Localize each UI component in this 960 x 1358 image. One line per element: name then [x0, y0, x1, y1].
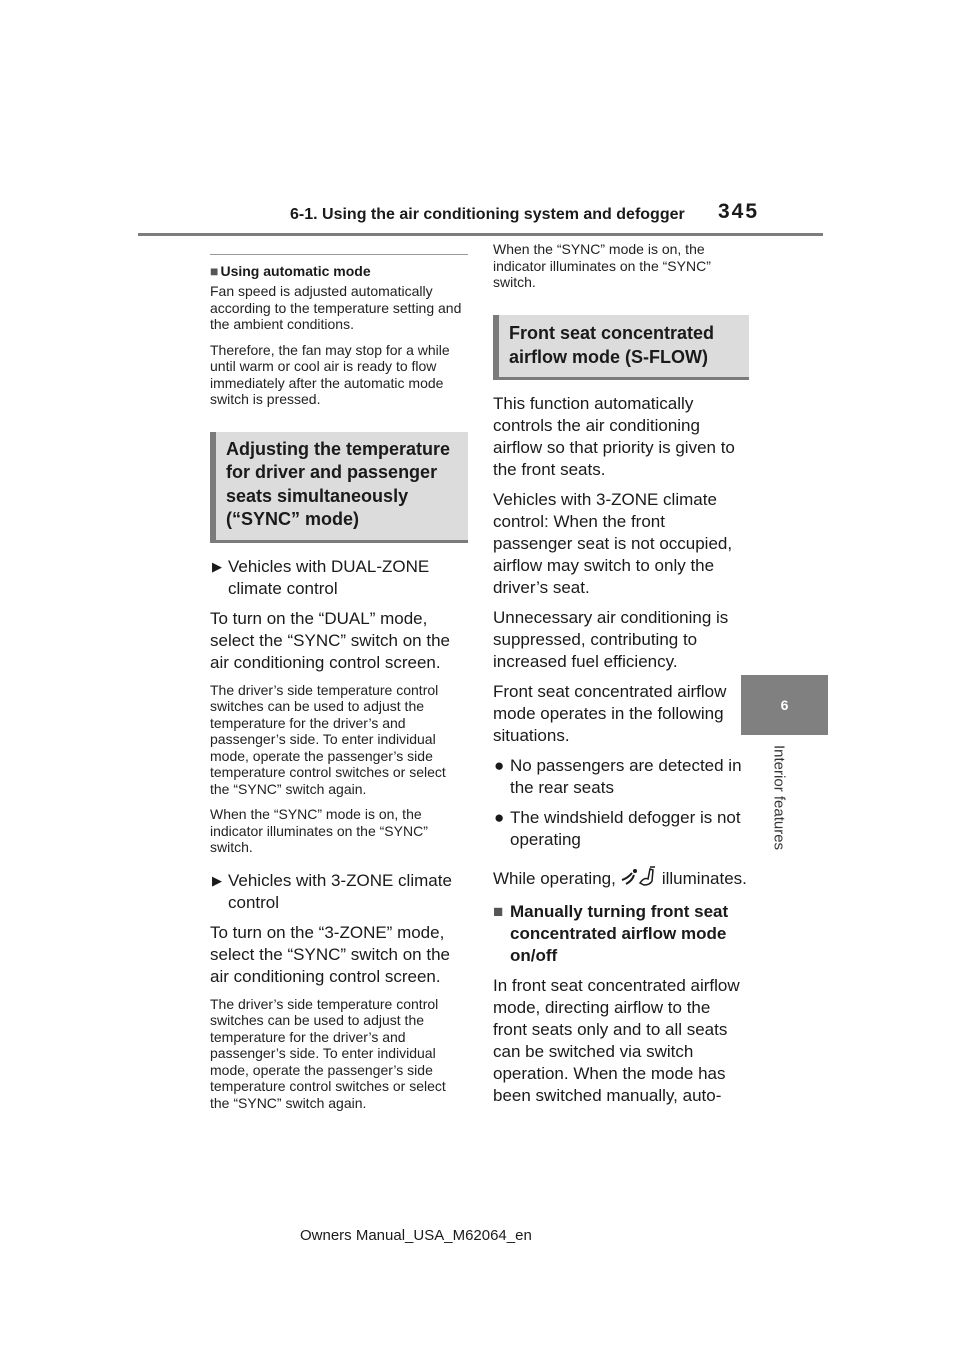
manual-toggle-paragraph: In front seat concentrated airflow mode, directing airflow to the front seats only and to all seats can be switched via switch operation. When the mode has been switched manually, auto-: [493, 975, 740, 1105]
document-id: Owners Manual_USA_M62064_en: [300, 1227, 532, 1244]
operating-indicator-paragraph: While operating, illuminates.: [493, 865, 749, 893]
chapter-label: Interior features: [770, 745, 788, 851]
dual-zone-paragraph-2: The driver’s side temperature control switches can be used to adjust the temperature for the driver’s and passenger’s side. To enter individual mode, operate the passenger’s side temperature control switches or select the “SYNC” switch again.: [210, 681, 446, 797]
auto-mode-paragraph-2: Therefore, the fan may stop for a while until warm or cool air is ready to flow immediately after the automatic mode switch is pressed.: [210, 341, 450, 407]
section-title: 6-1. Using the air conditioning system and defogger: [290, 206, 685, 223]
list-item: ● The windshield defogger is not operating: [494, 807, 741, 849]
s-flow-section-heading: Front seat concentrated airflow mode (S-FLOW): [493, 315, 749, 380]
auto-mode-paragraph-1: Fan speed is adjusted automatically according to the temperature setting and the ambient conditions.: [210, 283, 462, 332]
three-zone-paragraph-1: To turn on the “3-ZONE” mode, select the “SYNC” switch on the air conditioning control screen.: [210, 922, 450, 986]
manual-toggle-heading: ■ Manually turning front seat concentrated airflow mode on/off: [493, 901, 729, 965]
bullet-icon: ●: [494, 807, 505, 827]
auto-mode-heading: ■ Using automatic mode: [210, 263, 371, 279]
dual-zone-paragraph-3: When the “SYNC” mode is on, the indicator illuminates on the “SYNC” switch.: [210, 806, 428, 855]
chapter-number: 6: [780, 697, 789, 713]
right-column: [493, 241, 749, 1115]
s-flow-paragraph-4: Front seat concentrated airflow mode operates in the following situations.: [493, 681, 727, 745]
three-zone-paragraph-2: The driver’s side temperature control switches can be used to adjust the temperature for the driver’s and passenger’s side. To enter individual mode, operate the passenger’s side temperature control switches or select the “SYNC” switch again.: [210, 995, 446, 1111]
square-bullet-icon: ■: [493, 901, 504, 921]
sync-note: When the “SYNC” mode is on, the indicator illuminates on the “SYNC” switch.: [493, 241, 711, 290]
chapter-tab: [741, 675, 828, 735]
header-divider: [138, 233, 823, 236]
sync-mode-section-heading: Adjusting the temperature for driver and passenger seats simultaneously (“SYNC” mode): [210, 432, 468, 543]
s-flow-paragraph-3: Unnecessary air conditioning is suppressed, contributing to increased fuel efficiency.: [493, 607, 729, 671]
square-bullet-icon: ■: [210, 263, 219, 279]
s-flow-paragraph-2: Vehicles with 3-ZONE climate control: When the front passenger seat is not occupied, airflow may switch to only the driver’s seat.: [493, 489, 733, 597]
dual-zone-paragraph-1: To turn on the “DUAL” mode, select the “SYNC” switch on the air conditioning control screen.: [210, 608, 450, 672]
s-flow-indicator-icon: [620, 865, 658, 893]
left-column: [210, 246, 468, 1120]
page-number: 345: [718, 200, 760, 223]
subsection-divider: [210, 254, 468, 255]
three-zone-item: ▶ Vehicles with 3-ZONE climate control: [212, 870, 452, 912]
s-flow-paragraph-1: This function automatically controls the air conditioning airflow so that priority is given to the front seats.: [493, 393, 735, 479]
list-item: ● No passengers are detected in the rear seats: [494, 755, 742, 797]
triangle-right-icon: ▶: [212, 558, 222, 574]
dual-zone-item: ▶ Vehicles with DUAL-ZONE climate control: [212, 556, 430, 598]
triangle-right-icon: ▶: [212, 872, 222, 888]
bullet-icon: ●: [494, 755, 505, 775]
